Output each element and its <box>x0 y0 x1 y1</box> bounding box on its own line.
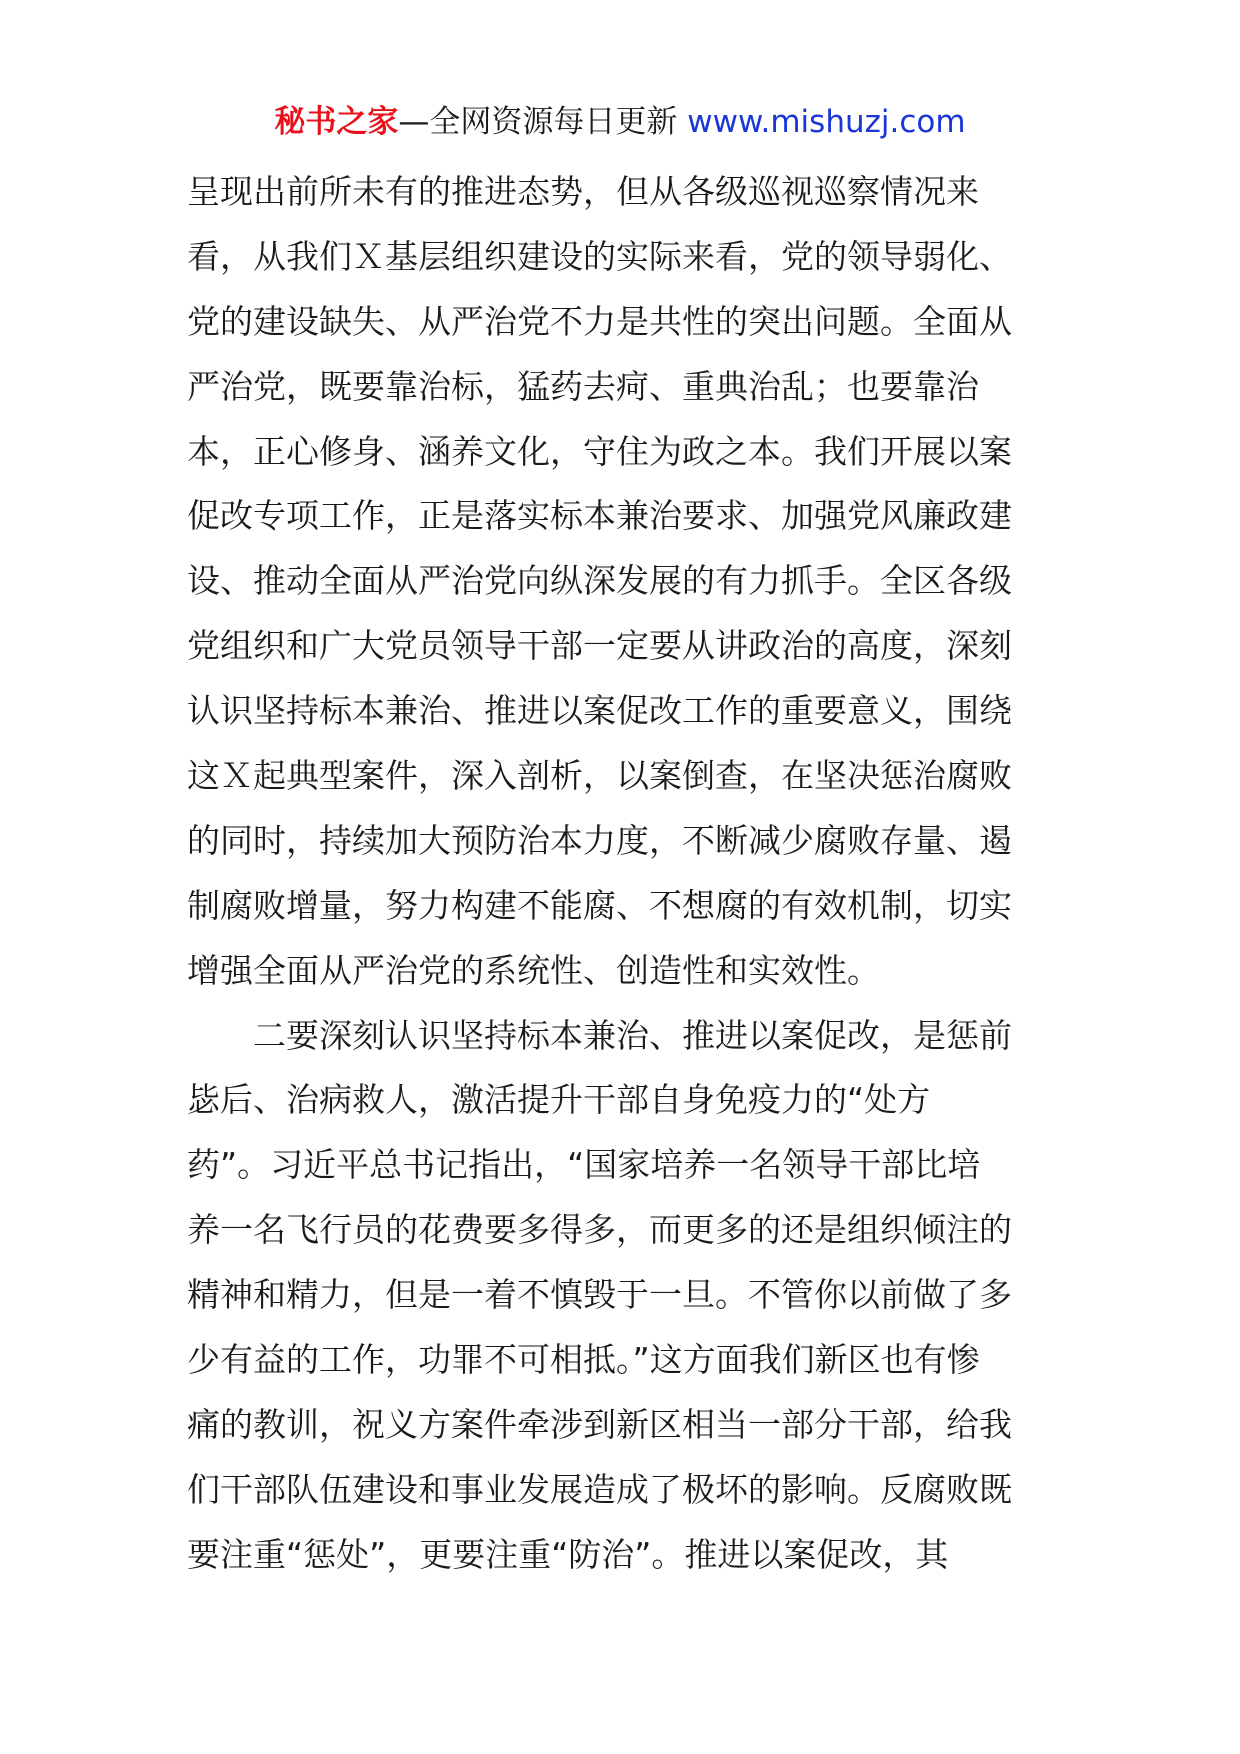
document-body <box>187 160 1057 1588</box>
text-line: 党的建设缺失、从严治党不力是共性的突出问题。全面从 <box>187 301 1012 341</box>
text-line: 党组织和广大党员领导干部一定要从讲政治的高度，深刻 <box>187 626 1012 666</box>
text-line: 要注重“惩处”，更要注重“防治”。推进以案促改，其 <box>187 1534 949 1574</box>
text-line: 认识坚持标本兼治、推进以案促改工作的重要意义，围绕 <box>187 691 1012 731</box>
text-line: 养一名飞行员的花费要多得多，而更多的还是组织倾注的 <box>187 1210 1012 1250</box>
text-line: 毖后、治病救人，激活提升干部自身免疫力的“处方 <box>187 1080 931 1120</box>
text-line: 少有益的工作，功罪不可相抵。”这方面我们新区也有惨 <box>187 1340 980 1380</box>
header-tagline: —全网资源每日更新 <box>398 104 688 140</box>
text-line: 药”。习近平总书记指出，“国家培养一名领导干部比培 <box>187 1145 981 1185</box>
text-line: 严治党，既要靠治标，猛药去疴、重典治乱；也要靠治 <box>187 366 979 406</box>
text-line: 痛的教训，祝义方案件牵涉到新区相当一部分干部，给我 <box>187 1404 1012 1444</box>
text-line: 增强全面从严治党的系统性、创造性和实效性。 <box>187 950 880 990</box>
text-line: 精神和精力，但是一着不慎毁于一旦。不管你以前做了多 <box>187 1275 1012 1315</box>
text-line: 这Ｘ起典型案件，深入剖析，以案倒查，在坚决惩治腐败 <box>187 756 1012 796</box>
brand-name: 秘书之家 <box>274 104 399 140</box>
text-line: 本，正心修身、涵养文化，守住为政之本。我们开展以案 <box>187 431 1012 471</box>
text-line: 的同时，持续加大预防治本力度，不断减少腐败存量、遏 <box>187 820 1012 860</box>
text-line: 促改专项工作，正是落实标本兼治要求、加强党风廉政建 <box>187 496 1012 536</box>
text-line: 们干部队伍建设和事业发展造成了极坏的影响。反腐败既 <box>187 1469 1012 1509</box>
text-line: 呈现出前所未有的推进态势，但从各级巡视巡察情况来 <box>187 172 979 211</box>
text-line: 设、推动全面从严治党向纵深发展的有力抓手。全区各级 <box>187 561 1012 601</box>
text-line: 看，从我们Ｘ基层组织建设的实际来看，党的领导弱化、 <box>187 236 1012 276</box>
paragraph-start-line: 二要深刻认识坚持标本兼治、推进以案促改，是惩前 <box>187 1015 1012 1055</box>
page-header <box>0 100 1240 144</box>
text-line: 制腐败增量，努力构建不能腐、不想腐的有效机制，切实 <box>187 885 1012 925</box>
site-url: www.mishuzj.com <box>687 104 966 140</box>
